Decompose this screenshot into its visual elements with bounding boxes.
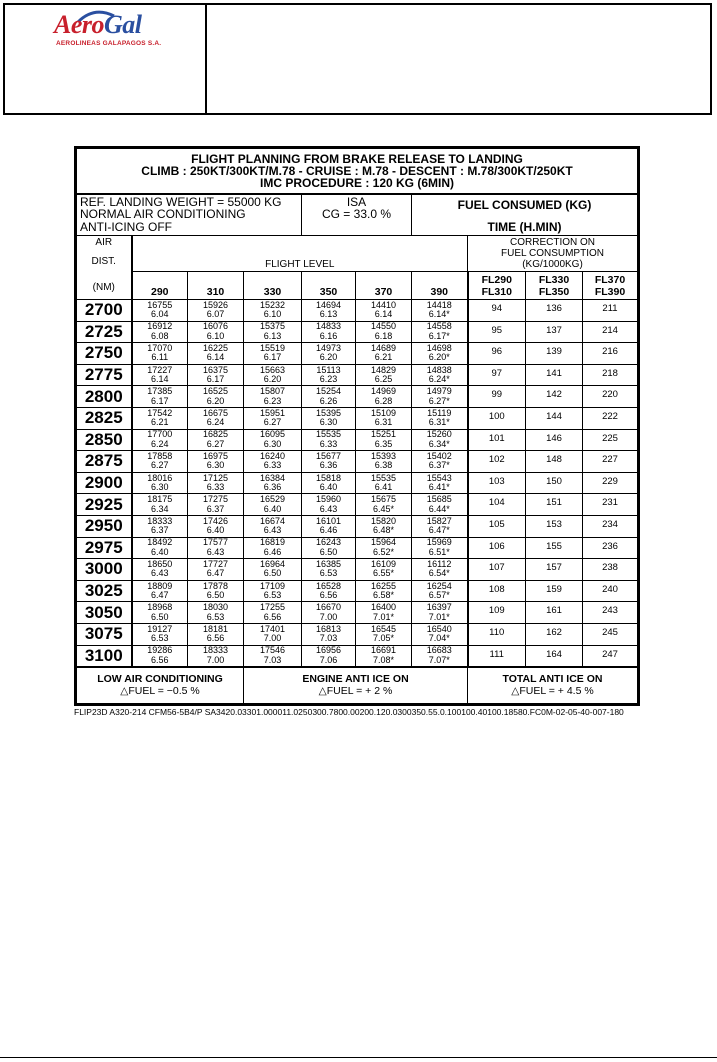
correction-value: 234 bbox=[583, 515, 639, 537]
footer-engine-anti-ice: ENGINE ANTI ICE ON △FUEL = + 2 % bbox=[244, 667, 468, 705]
air-distance: 3025 bbox=[76, 580, 132, 602]
fuel-time-cell: 15964 6.52* bbox=[356, 537, 412, 559]
correction-value: 139 bbox=[526, 343, 583, 365]
fuel-time-cell: 15818 6.40 bbox=[302, 472, 356, 494]
fuel-time-cell: 14558 6.17* bbox=[412, 321, 468, 343]
air-distance: 2950 bbox=[76, 515, 132, 537]
correction-value: 141 bbox=[526, 364, 583, 386]
fuel-time-cell: 15827 6.47* bbox=[412, 515, 468, 537]
air-distance: 2850 bbox=[76, 429, 132, 451]
isa-cg: ISA CG = 33.0 % bbox=[302, 194, 412, 236]
fuel-time-cell: 17401 7.00 bbox=[244, 623, 302, 645]
fuel-time-cell: 16813 7.03 bbox=[302, 623, 356, 645]
fuel-time-cell: 16675 6.24 bbox=[188, 407, 244, 429]
table-row bbox=[76, 300, 639, 322]
fuel-time-cell: 15960 6.43 bbox=[302, 494, 356, 516]
fuel-time-cell: 14969 6.28 bbox=[356, 386, 412, 408]
fuel-time-cell: 16375 6.17 bbox=[188, 364, 244, 386]
fuel-time-cell: 16545 7.05* bbox=[356, 623, 412, 645]
fuel-time-cell: 15820 6.48* bbox=[356, 515, 412, 537]
correction-value: 162 bbox=[526, 623, 583, 645]
table-row bbox=[76, 515, 639, 537]
fuel-time-cell: 16525 6.20 bbox=[188, 386, 244, 408]
fuel-time-cell: 15926 6.07 bbox=[188, 300, 244, 322]
footer-low-air: LOW AIR CONDITIONING △FUEL = −0.5 % bbox=[76, 667, 244, 705]
correction-value: 236 bbox=[583, 537, 639, 559]
flight-level-label: FLIGHT LEVEL bbox=[132, 236, 468, 272]
fuel-time-cell: 15663 6.20 bbox=[244, 364, 302, 386]
fuel-time-cell: 18175 6.34 bbox=[132, 494, 188, 516]
correction-value: 105 bbox=[468, 515, 526, 537]
table-row bbox=[76, 429, 639, 451]
fuel-time-cell: 17878 6.50 bbox=[188, 580, 244, 602]
fuel-time-cell: 15254 6.26 bbox=[302, 386, 356, 408]
fuel-time-cell: 15119 6.31* bbox=[412, 407, 468, 429]
fuel-time-cell: 18809 6.47 bbox=[132, 580, 188, 602]
air-distance: 2700 bbox=[76, 300, 132, 322]
correction-value: 150 bbox=[526, 472, 583, 494]
correction-value: 243 bbox=[583, 602, 639, 624]
correction-value: 102 bbox=[468, 451, 526, 473]
fuel-time-cell: 17227 6.14 bbox=[132, 364, 188, 386]
correction-value: 211 bbox=[583, 300, 639, 322]
correction-value: 146 bbox=[526, 429, 583, 451]
fuel-time-cell: 16397 7.01* bbox=[412, 602, 468, 624]
fuel-time-cell: 16529 6.40 bbox=[244, 494, 302, 516]
table-row bbox=[76, 494, 639, 516]
fuel-time-cell: 15260 6.34* bbox=[412, 429, 468, 451]
air-distance: 2975 bbox=[76, 537, 132, 559]
fuel-time-cell: 16819 6.46 bbox=[244, 537, 302, 559]
correction-value: 155 bbox=[526, 537, 583, 559]
table-row bbox=[76, 602, 639, 624]
air-distance: 3075 bbox=[76, 623, 132, 645]
table-row bbox=[76, 537, 639, 559]
correction-value: 227 bbox=[583, 451, 639, 473]
fuel-time-cell: 14550 6.18 bbox=[356, 321, 412, 343]
flight-level-310: 310 bbox=[188, 272, 244, 300]
fuel-time-cell: 16076 6.10 bbox=[188, 321, 244, 343]
fuel-time-cell: 15375 6.13 bbox=[244, 321, 302, 343]
fuel-time-cell: 16254 6.57* bbox=[412, 580, 468, 602]
fuel-time-cell: 18016 6.30 bbox=[132, 472, 188, 494]
correction-value: 240 bbox=[583, 580, 639, 602]
air-distance: 2775 bbox=[76, 364, 132, 386]
correction-value: 153 bbox=[526, 515, 583, 537]
correction-value: 229 bbox=[583, 472, 639, 494]
fuel-time-cell: 16240 6.33 bbox=[244, 451, 302, 473]
fuel-time-cell: 16975 6.30 bbox=[188, 451, 244, 473]
correction-value: 142 bbox=[526, 386, 583, 408]
air-distance: 2725 bbox=[76, 321, 132, 343]
fuel-time-cell: 17070 6.11 bbox=[132, 343, 188, 365]
fuel-time-cell: 16384 6.36 bbox=[244, 472, 302, 494]
correction-value: 101 bbox=[468, 429, 526, 451]
fuel-time-cell: 16112 6.54* bbox=[412, 559, 468, 581]
correction-value: 111 bbox=[468, 645, 526, 667]
fuel-time-cell: 15677 6.36 bbox=[302, 451, 356, 473]
page-bottom-rule bbox=[0, 1057, 717, 1058]
fuel-time-cell: 15113 6.23 bbox=[302, 364, 356, 386]
fuel-time-cell: 16400 7.01* bbox=[356, 602, 412, 624]
correction-value: 100 bbox=[468, 407, 526, 429]
correction-value: 110 bbox=[468, 623, 526, 645]
correction-value: 103 bbox=[468, 472, 526, 494]
flight-level-330: 330 bbox=[244, 272, 302, 300]
fuel-time-cell: 16670 7.00 bbox=[302, 602, 356, 624]
fuel-time-cell: 14689 6.21 bbox=[356, 343, 412, 365]
correction-value: 159 bbox=[526, 580, 583, 602]
fuel-time-cell: 15393 6.38 bbox=[356, 451, 412, 473]
correction-value: 231 bbox=[583, 494, 639, 516]
fuel-time-cell: 16528 6.56 bbox=[302, 580, 356, 602]
fuel-time-cell: 14829 6.25 bbox=[356, 364, 412, 386]
air-distance: 3000 bbox=[76, 559, 132, 581]
correction-value: 238 bbox=[583, 559, 639, 581]
correction-value: 96 bbox=[468, 343, 526, 365]
table-row bbox=[76, 580, 639, 602]
fuel-time-cell: 17858 6.27 bbox=[132, 451, 188, 473]
logo-name: AeroGal bbox=[54, 10, 142, 39]
fuel-time-cell: 15519 6.17 bbox=[244, 343, 302, 365]
correction-value: 157 bbox=[526, 559, 583, 581]
fuel-time-cell: 16255 6.58* bbox=[356, 580, 412, 602]
fuel-time-cell: 17727 6.47 bbox=[188, 559, 244, 581]
fuel-time-cell: 16385 6.53 bbox=[302, 559, 356, 581]
correction-value: 136 bbox=[526, 300, 583, 322]
fuel-time-cell: 19127 6.53 bbox=[132, 623, 188, 645]
fuel-time-cell: 14694 6.13 bbox=[302, 300, 356, 322]
fuel-time-cell: 14410 6.14 bbox=[356, 300, 412, 322]
air-distance: 2925 bbox=[76, 494, 132, 516]
fuel-time-cell: 16243 6.50 bbox=[302, 537, 356, 559]
fuel-time-cell: 16109 6.55* bbox=[356, 559, 412, 581]
fuel-time-cell: 15675 6.45* bbox=[356, 494, 412, 516]
fuel-time-cell: 17109 6.53 bbox=[244, 580, 302, 602]
fuel-time-cell: 19286 6.56 bbox=[132, 645, 188, 667]
header-divider bbox=[205, 3, 207, 115]
correction-value: 137 bbox=[526, 321, 583, 343]
correction-value: 214 bbox=[583, 321, 639, 343]
air-distance: 3050 bbox=[76, 602, 132, 624]
flight-level-350: 350 bbox=[302, 272, 356, 300]
fuel-time-cell: 17125 6.33 bbox=[188, 472, 244, 494]
correction-value: 151 bbox=[526, 494, 583, 516]
reference-conditions: REF. LANDING WEIGHT = 55000 KG NORMAL AIR CONDITIONING ANTI-ICING OFF bbox=[76, 194, 302, 236]
air-dist-label: AIR DIST. (NM) bbox=[76, 236, 132, 300]
fuel-time-cell: 15109 6.31 bbox=[356, 407, 412, 429]
fuel-time-cell: 18333 7.00 bbox=[188, 645, 244, 667]
table-row bbox=[76, 343, 639, 365]
air-distance: 2750 bbox=[76, 343, 132, 365]
air-distance: 3100 bbox=[76, 645, 132, 667]
fuel-time-cell: 17385 6.17 bbox=[132, 386, 188, 408]
fuel-time-cell: 15807 6.23 bbox=[244, 386, 302, 408]
fuel-time-cell: 15232 6.10 bbox=[244, 300, 302, 322]
correction-value: 107 bbox=[468, 559, 526, 581]
correction-value: 225 bbox=[583, 429, 639, 451]
correction-value: 161 bbox=[526, 602, 583, 624]
fuel-time-cell: 18181 6.56 bbox=[188, 623, 244, 645]
table-row bbox=[76, 451, 639, 473]
fuel-time-cell: 14973 6.20 bbox=[302, 343, 356, 365]
table-row bbox=[76, 386, 639, 408]
correction-value: 247 bbox=[583, 645, 639, 667]
correction-value: 108 bbox=[468, 580, 526, 602]
fuel-time-cell: 15251 6.35 bbox=[356, 429, 412, 451]
air-distance: 2800 bbox=[76, 386, 132, 408]
fuel-time-cell: 15543 6.41* bbox=[412, 472, 468, 494]
fuel-time-cell: 14418 6.14* bbox=[412, 300, 468, 322]
fuel-time-cell: 14833 6.16 bbox=[302, 321, 356, 343]
fuel-time-cell: 18650 6.43 bbox=[132, 559, 188, 581]
fuel-consumed-header: FUEL CONSUMED (KG) TIME (H.MIN) bbox=[412, 194, 639, 236]
fuel-time-cell: 16691 7.08* bbox=[356, 645, 412, 667]
flight-planning-table bbox=[74, 146, 640, 718]
fuel-time-cell: 16540 7.04* bbox=[412, 623, 468, 645]
fuel-time-cell: 17546 7.03 bbox=[244, 645, 302, 667]
correction-value: 94 bbox=[468, 300, 526, 322]
fuel-time-cell: 16683 7.07* bbox=[412, 645, 468, 667]
flight-level-290: 290 bbox=[132, 272, 188, 300]
table-title: FLIGHT PLANNING FROM BRAKE RELEASE TO LANDING CLIMB : 250KT/300KT/M.78 - CRUISE : M.78 - DESCENT : M.78/300KT/250KT IMC PROCEDURE : 120 KG (6MIN) bbox=[76, 148, 639, 194]
correction-value: 106 bbox=[468, 537, 526, 559]
correction-col-header: FL370 FL390 bbox=[583, 272, 639, 300]
table-row bbox=[76, 645, 639, 667]
table-row bbox=[76, 321, 639, 343]
footer-total-anti-ice: TOTAL ANTI ICE ON △FUEL = + 4.5 % bbox=[468, 667, 639, 705]
table-row bbox=[76, 364, 639, 386]
fuel-time-cell: 16755 6.04 bbox=[132, 300, 188, 322]
table-row bbox=[76, 472, 639, 494]
fuel-time-cell: 16912 6.08 bbox=[132, 321, 188, 343]
correction-label: CORRECTION ON FUEL CONSUMPTION (KG/1000KG) bbox=[468, 236, 639, 272]
correction-value: 144 bbox=[526, 407, 583, 429]
fuel-time-cell: 17542 6.21 bbox=[132, 407, 188, 429]
fuel-time-cell: 15395 6.30 bbox=[302, 407, 356, 429]
air-distance: 2825 bbox=[76, 407, 132, 429]
fuel-time-cell: 16825 6.27 bbox=[188, 429, 244, 451]
fuel-time-cell: 18492 6.40 bbox=[132, 537, 188, 559]
air-distance: 2900 bbox=[76, 472, 132, 494]
fuel-time-cell: 15535 6.41 bbox=[356, 472, 412, 494]
fuel-time-cell: 16225 6.14 bbox=[188, 343, 244, 365]
fuel-time-cell: 16964 6.50 bbox=[244, 559, 302, 581]
correction-value: 220 bbox=[583, 386, 639, 408]
correction-value: 97 bbox=[468, 364, 526, 386]
fuel-time-cell: 18968 6.50 bbox=[132, 602, 188, 624]
fuel-time-cell: 16956 7.06 bbox=[302, 645, 356, 667]
fuel-time-cell: 14838 6.24* bbox=[412, 364, 468, 386]
fuel-time-cell: 18333 6.37 bbox=[132, 515, 188, 537]
fuel-time-cell: 17700 6.24 bbox=[132, 429, 188, 451]
fuel-time-cell: 16095 6.30 bbox=[244, 429, 302, 451]
fuel-time-cell: 17426 6.40 bbox=[188, 515, 244, 537]
flight-level-390: 390 bbox=[412, 272, 468, 300]
fuel-time-cell: 14698 6.20* bbox=[412, 343, 468, 365]
air-distance: 2875 bbox=[76, 451, 132, 473]
fuel-time-cell: 17275 6.37 bbox=[188, 494, 244, 516]
table-row bbox=[76, 623, 639, 645]
correction-value: 164 bbox=[526, 645, 583, 667]
fuel-time-cell: 15969 6.51* bbox=[412, 537, 468, 559]
flight-level-370: 370 bbox=[356, 272, 412, 300]
fuel-time-cell: 16101 6.46 bbox=[302, 515, 356, 537]
aerogal-logo bbox=[46, 10, 186, 52]
fuel-time-cell: 17255 6.56 bbox=[244, 602, 302, 624]
table-row bbox=[76, 407, 639, 429]
fuel-time-cell: 16674 6.43 bbox=[244, 515, 302, 537]
fuel-time-cell: 18030 6.53 bbox=[188, 602, 244, 624]
document-code-line: FLIP23D A320-214 CFM56-5B4/P SA3420.03301.000011.0250300.7800.00200.120.0300350.55.0.100100.40100.18580.FC0M-02-05-40-007-180 bbox=[74, 707, 624, 718]
logo-subtitle: AEROLINEAS GALAPAGOS S.A. bbox=[56, 40, 162, 47]
correction-value: 245 bbox=[583, 623, 639, 645]
fuel-time-cell: 15402 6.37* bbox=[412, 451, 468, 473]
correction-value: 104 bbox=[468, 494, 526, 516]
fuel-time-cell: 17577 6.43 bbox=[188, 537, 244, 559]
correction-value: 95 bbox=[468, 321, 526, 343]
correction-value: 109 bbox=[468, 602, 526, 624]
correction-value: 148 bbox=[526, 451, 583, 473]
fuel-time-cell: 15685 6.44* bbox=[412, 494, 468, 516]
fuel-time-cell: 15951 6.27 bbox=[244, 407, 302, 429]
correction-value: 218 bbox=[583, 364, 639, 386]
fuel-time-cell: 14979 6.27* bbox=[412, 386, 468, 408]
fuel-time-cell: 15535 6.33 bbox=[302, 429, 356, 451]
correction-value: 222 bbox=[583, 407, 639, 429]
correction-col-header: FL330 FL350 bbox=[526, 272, 583, 300]
correction-value: 216 bbox=[583, 343, 639, 365]
correction-value: 99 bbox=[468, 386, 526, 408]
correction-col-header: FL290 FL310 bbox=[468, 272, 526, 300]
table-row bbox=[76, 559, 639, 581]
